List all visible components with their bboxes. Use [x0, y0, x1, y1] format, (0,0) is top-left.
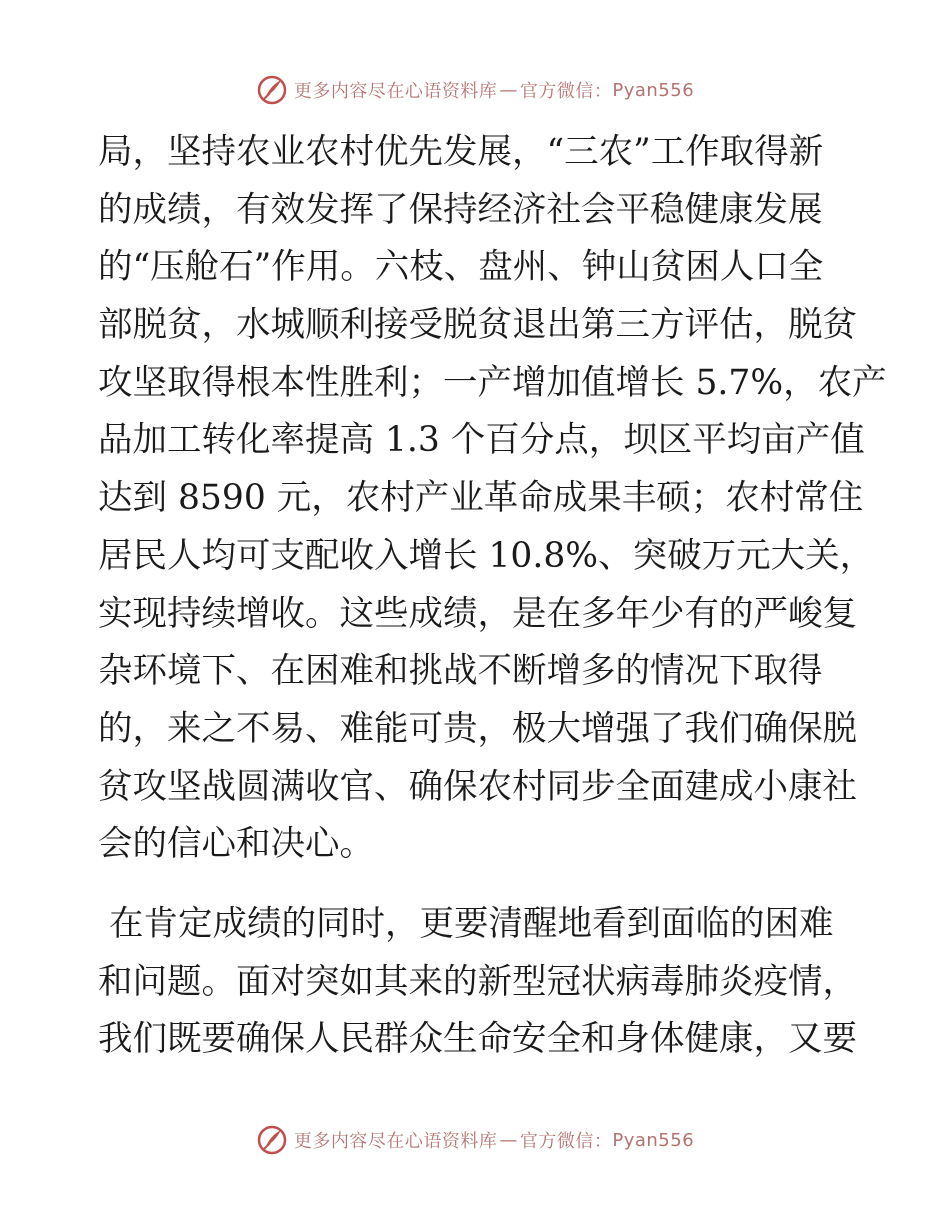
text-line: 达到 8590 元，农村产业革命成果丰硕；农村常住	[98, 478, 864, 519]
watermark-label: 官方微信：	[519, 1131, 613, 1152]
text-line: 的，来之不易、难能可贵，极大增强了我们确保脱	[98, 708, 857, 749]
text-line: 实现持续增收。这些成绩，是在多年少有的严峻复	[98, 593, 857, 634]
text-line: 我们既要确保人民群众生命安全和身体健康，又要	[98, 1019, 857, 1060]
text-line: 局，坚持农业农村优先发展，“三农”工作取得新	[98, 132, 824, 172]
text-line: 和问题。面对突如其来的新型冠状病毒肺炎疫情，	[98, 961, 857, 1002]
quill-logo-icon	[256, 74, 288, 106]
text-line: 会的信心和决心。	[98, 824, 374, 865]
watermark-brand: 更多内容尽在心语资料库	[293, 81, 498, 102]
text-line: 的“压舱石”作用。六枝、盘州、钟山贫困人口全	[98, 247, 824, 288]
watermark-brand: 更多内容尽在心语资料库	[293, 1131, 498, 1152]
text-line: 的成绩，有效发挥了保持经济社会平稳健康发展	[98, 189, 823, 230]
watermark-dash: —	[499, 1129, 518, 1151]
paragraph-2	[98, 896, 858, 1069]
watermark-dash: —	[499, 79, 518, 101]
text-line: 在肯定成绩的同时，更要清醒地看到面临的困难	[98, 903, 834, 944]
watermark-wechat-id: Pyan556	[612, 1129, 695, 1151]
footer-watermark	[0, 1122, 950, 1158]
watermark-label: 官方微信：	[519, 81, 613, 102]
header-watermark	[0, 72, 950, 108]
watermark-wechat-id: Pyan556	[612, 79, 695, 101]
text-line: 攻坚取得根本性胜利；一产增加值增长 5.7%，农产	[98, 362, 887, 403]
text-line: 部脱贫，水城顺利接受脱贫退出第三方评估，脱贫	[98, 305, 857, 346]
paragraph-spacer	[98, 874, 858, 896]
text-line: 居民人均可支配收入增长 10.8%、突破万元大关，	[98, 535, 875, 576]
text-line: 品加工转化率提高 1.3 个百分点，坝区平均亩产值	[98, 420, 865, 461]
document-body	[98, 124, 887, 1069]
text-line: 贫攻坚战圆满收官、确保农村同步全面建成小康社	[98, 766, 857, 807]
paragraph-1	[98, 124, 887, 874]
text-line: 杂环境下、在困难和挑战不断增多的情况下取得	[98, 651, 823, 692]
quill-logo-icon	[256, 1124, 288, 1156]
